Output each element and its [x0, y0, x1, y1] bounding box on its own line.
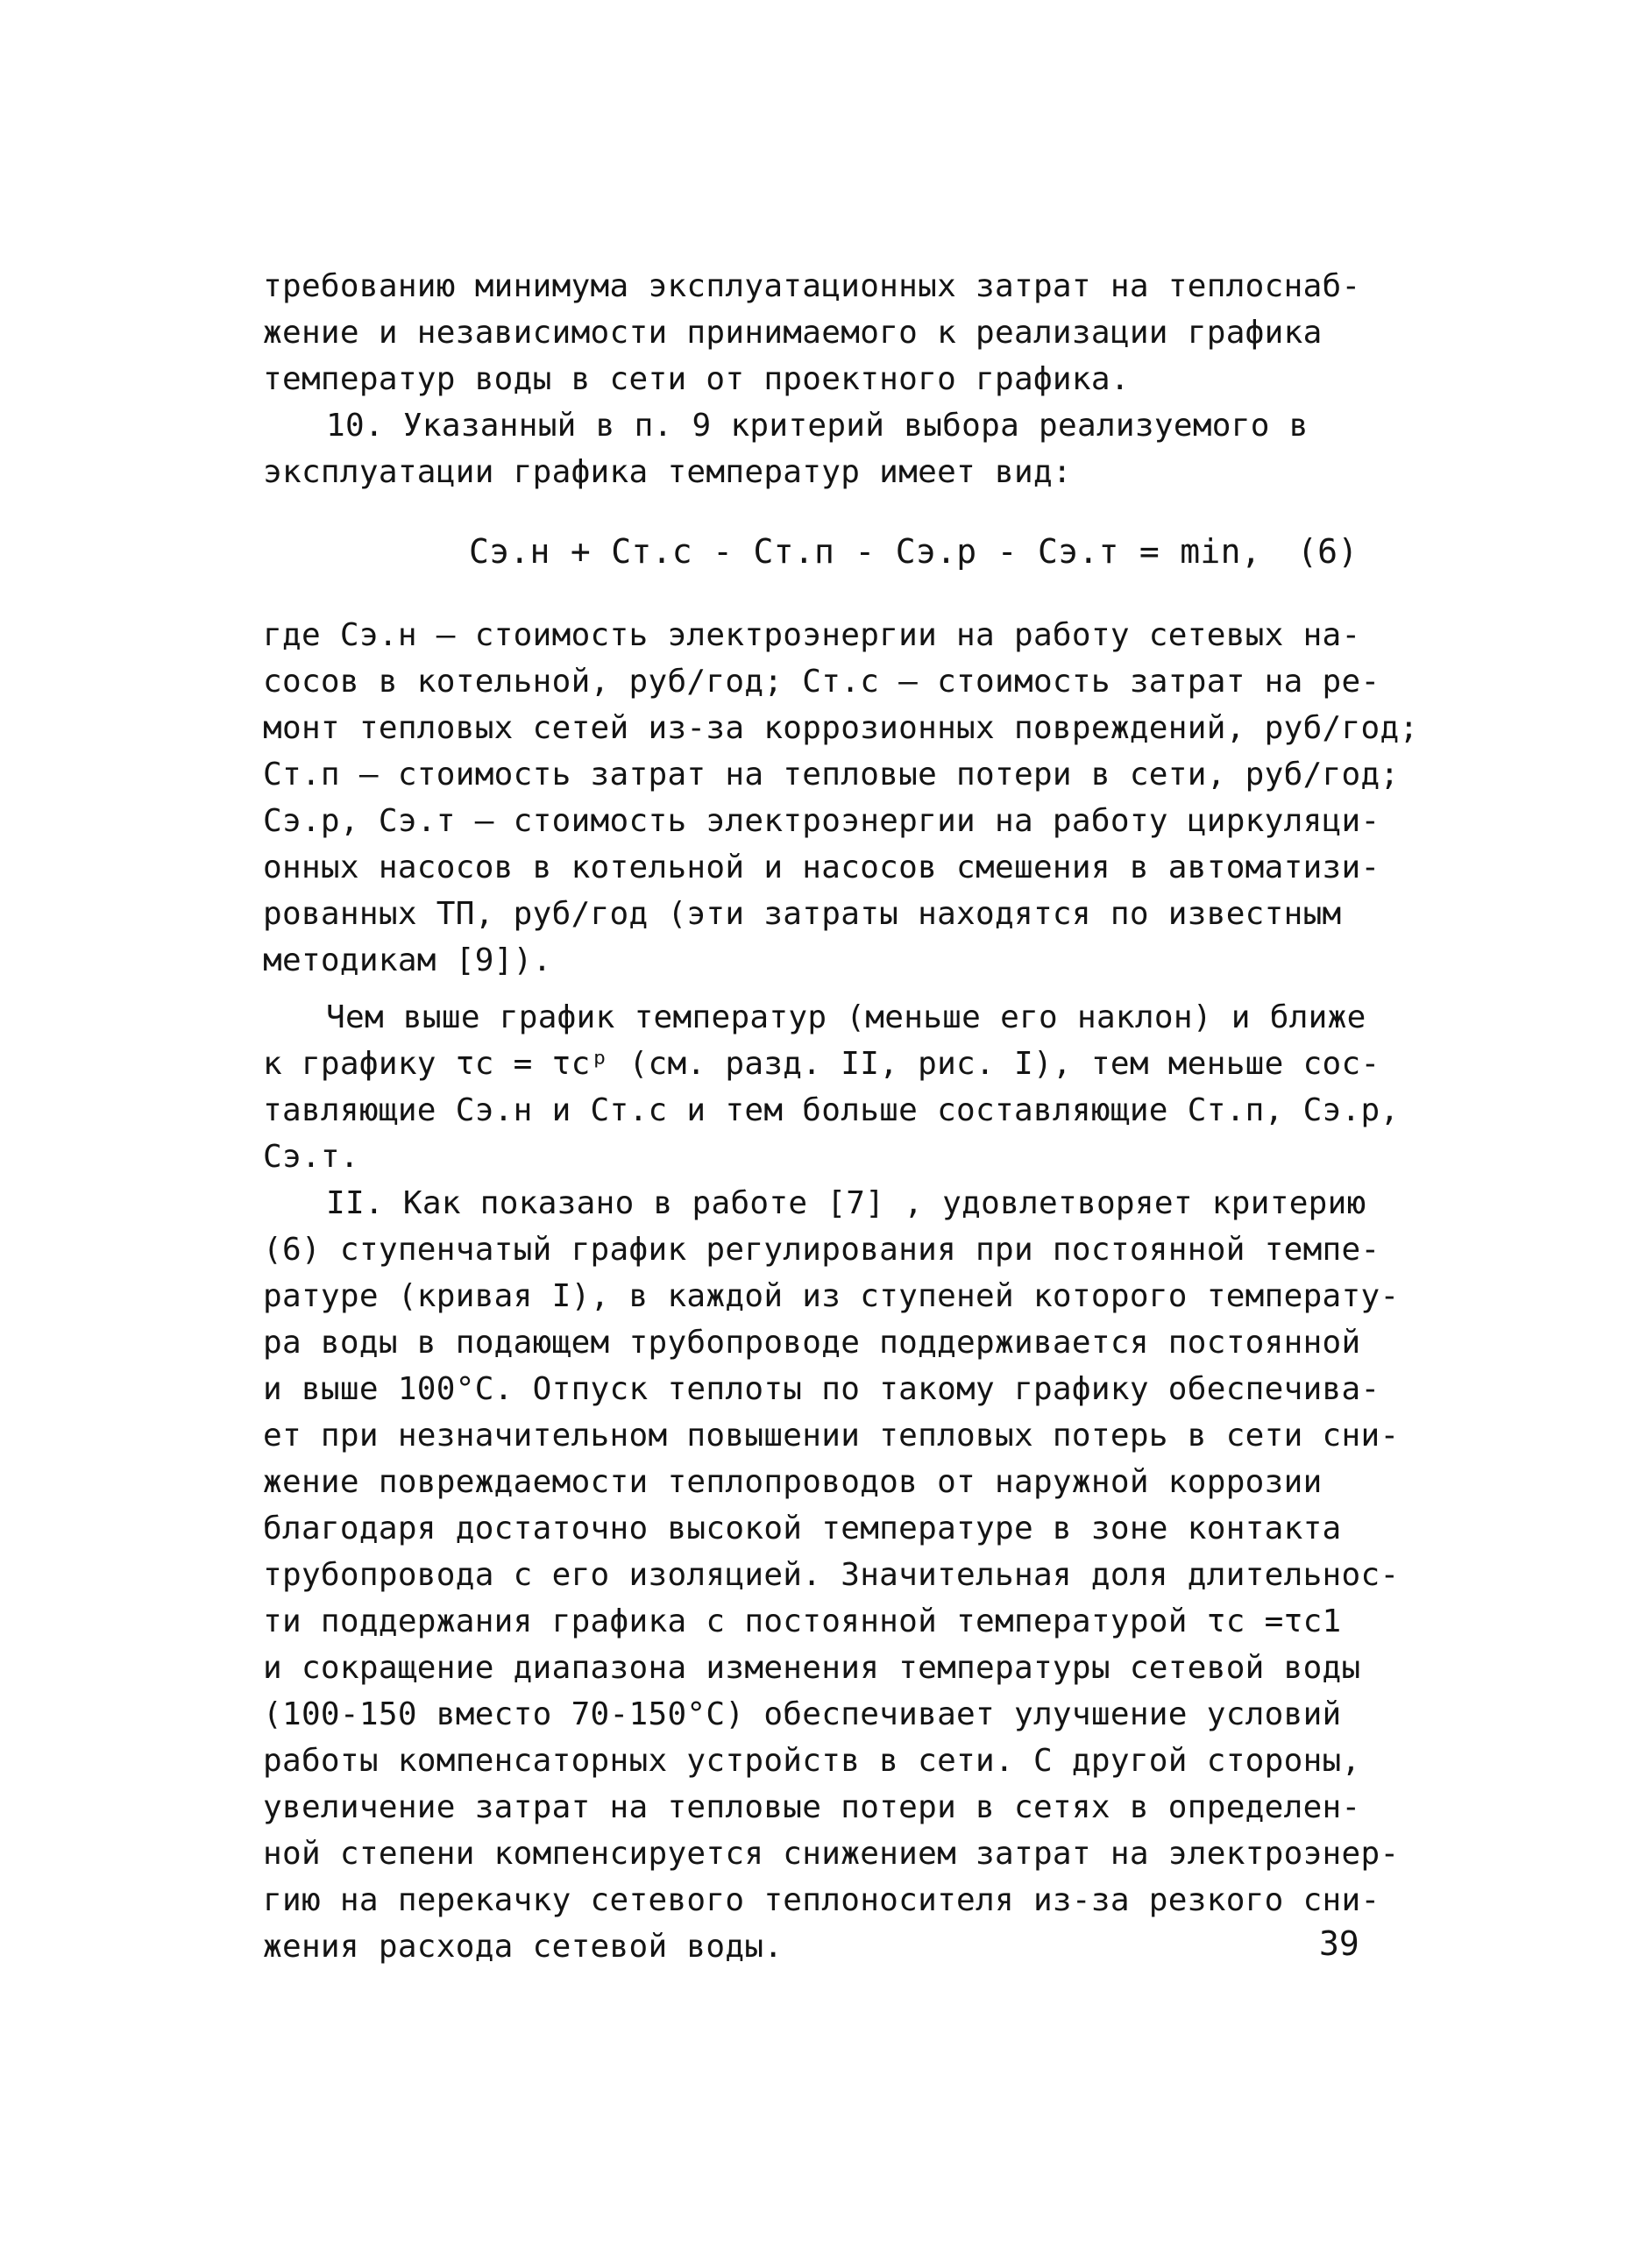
text-line: гию на перекачку сетевого теплоносителя из-за резкого сни- — [263, 1882, 1380, 1918]
text-line: методикам [9]). — [263, 942, 552, 978]
page-number: 39 — [1319, 1924, 1359, 1963]
formula: Cэ.н + Cт.с - Cт.п - Cэ.р - Cэ.т = min, — [469, 532, 1261, 571]
text-line: работы компенсаторных устройств в сети. С другой стороны, — [263, 1743, 1361, 1779]
text-line: 10. Указанный в п. 9 критерий выбора реализуемого в — [326, 408, 1309, 444]
text-line: трубопровода с его изоляцией. Значительная доля длительнос- — [263, 1557, 1400, 1593]
text-line: где Cэ.н – стоимость электроэнергии на работу сетевых на- — [263, 617, 1361, 653]
text-line: требованию минимума эксплуатационных затрат на теплоснаб- — [263, 268, 1361, 304]
text-line: монт тепловых сетей из-за коррозионных повреждений, руб/год; — [263, 710, 1419, 746]
text-line: II. Как показано в работе [7] , удовлетворяет критерию — [326, 1185, 1366, 1221]
text-line: и сокращение диапазона изменения температуры сетевой воды — [263, 1650, 1361, 1686]
text-line: температур воды в сети от проектного графика. — [263, 361, 1130, 397]
body-text — [263, 263, 1419, 1970]
text-line: Cэ.р, Cэ.т – стоимость электроэнергии на работу циркуляци- — [263, 803, 1380, 839]
text-line: (100-150 вместо 70-150°С) обеспечивает улучшение условий — [263, 1696, 1342, 1732]
text-line: жения расхода сетевой воды. — [263, 1929, 784, 1965]
text-line: ет при незначительном повышении тепловых потерь в сети сни- — [263, 1418, 1400, 1454]
text-line: рованных ТП, руб/год (эти затраты находятся по известным — [263, 896, 1342, 932]
formula-row — [263, 504, 1376, 605]
text-line: онных насосов в котельной и насосов смешения в автоматизи- — [263, 850, 1380, 885]
text-line: увеличение затрат на тепловые потери в сетях в определен- — [263, 1789, 1361, 1825]
text-line: Cт.п – стоимость затрат на тепловые потери в сети, руб/год; — [263, 757, 1400, 793]
text-line: тавляющие Cэ.н и Cт.с и тем больше составляющие Cт.п, Cэ.р, — [263, 1092, 1400, 1128]
text-line: ной степени компенсируется снижением затрат на электроэнер- — [263, 1836, 1400, 1872]
text-line: (6) ступенчатый график регулирования при постоянной темпе- — [263, 1232, 1380, 1268]
formula-number: (6) — [1297, 532, 1359, 571]
text-line: ти поддержания графика с постоянной температурой τс =τс1 — [263, 1603, 1342, 1639]
text-line: Чем выше график температур (меньше его наклон) и ближе — [326, 999, 1366, 1035]
text-line: Cэ.т. — [263, 1139, 359, 1175]
text-line: ратуре (кривая I), в каждой из ступеней которого температу- — [263, 1278, 1400, 1314]
text-line: и выше 100°С. Отпуск теплоты по такому графику обеспечива- — [263, 1371, 1380, 1407]
text-line: сосов в котельной, руб/год; Cт.с – стоимость затрат на ре- — [263, 664, 1380, 700]
text-line: жение и независимости принимаемого к реализации графика — [263, 315, 1323, 351]
text-line: жение повреждаемости теплопроводов от наружной коррозии — [263, 1464, 1323, 1500]
text-line: ра воды в подающем трубопроводе поддерживается постоянной — [263, 1325, 1361, 1361]
text-line: эксплуатации графика температур имеет вид: — [263, 454, 1072, 490]
text-line: к графику τс = τсᵖ (см. разд. II, рис. I), тем меньше сос- — [263, 1046, 1380, 1082]
text-line: благодаря достаточно высокой температуре в зоне контакта — [263, 1511, 1342, 1546]
